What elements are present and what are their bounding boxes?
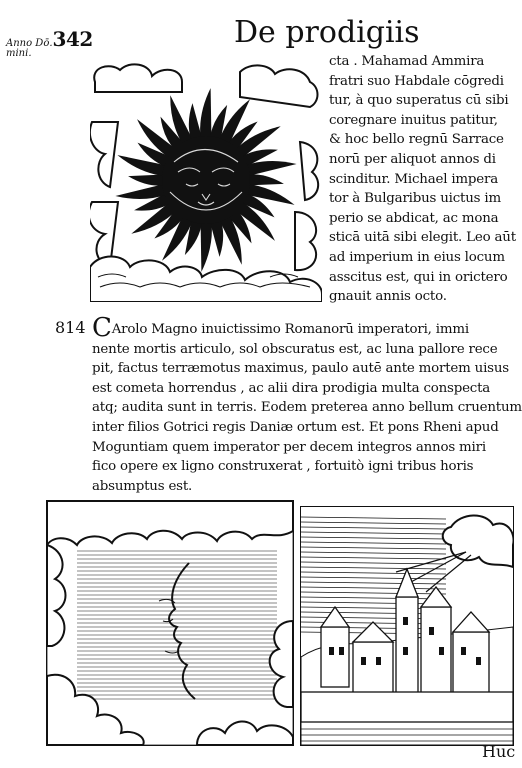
text-line: Arolo Magno inuictissimo Romanorū imperatori, immi [111, 322, 469, 337]
text-line: fico opere ex ligno construxerat , fortuitò igni tribus horis [92, 459, 474, 475]
text-line: est cometa horrendus , ac alii dira prodigia multa conspecta [92, 380, 491, 396]
margin-note-line1: Anno Dō. [6, 38, 53, 49]
burning-city-woodcut-image [300, 506, 514, 746]
page-number: 342 [52, 27, 93, 51]
main-paragraph [92, 313, 522, 496]
page-title: De prodigiis [234, 15, 420, 50]
text-line: fratri suo Habdale cōgredi [329, 73, 504, 89]
crescent-moon-icon [47, 501, 293, 745]
text-line: inter filios Gotrici regis Daniæ ortum est. Et pons Rheni apud [92, 419, 499, 435]
catchword: Huc [482, 742, 516, 761]
text-line: gnauit annis octo. [329, 289, 447, 305]
text-line: & hoc bello regnū Sarrace [329, 132, 504, 148]
city-icon [301, 507, 513, 745]
text-line: sticā uitā sibi elegit. Leo aūt [329, 230, 516, 246]
text-line: pit, factus terræmotus maximus, paulo autē ante mortem uisus [92, 361, 509, 377]
text-line: scinditur. Michael impera [329, 171, 499, 187]
text-line: perio se abdicat, ac mona [329, 210, 499, 226]
margin-year: 814 [55, 318, 86, 337]
text-line: tor à Bulgaribus uictus im [329, 191, 501, 207]
sun-icon [90, 62, 322, 302]
text-line: Moguntiam quem imperator per decem integros annos miri [92, 439, 486, 455]
text-line: asscitus est, qui in orictero [329, 269, 508, 285]
text-line: absumptus est. [92, 478, 193, 494]
text-line: tur, à quo superatus cū sibi [329, 93, 509, 109]
text-line: ad imperium in eius locum [329, 249, 505, 265]
right-column-text [329, 52, 516, 307]
drop-cap: C [92, 313, 112, 343]
text-line: atq; audita sunt in terris. Eodem preterea anno bellum cruentum [92, 400, 522, 416]
text-line: coregnare inuitus patitur, [329, 112, 498, 128]
sun-woodcut-image [90, 62, 322, 302]
text-line: norū per aliquot annos di [329, 151, 496, 167]
margin-note-line2: mini. [6, 48, 32, 59]
text-line: cta . Mahamad Ammira [329, 54, 485, 69]
margin-note-year [6, 27, 93, 59]
text-line: nente mortis articulo, sol obscuratus est, ac luna pallore rece [92, 341, 498, 357]
moon-woodcut-image [46, 500, 294, 746]
